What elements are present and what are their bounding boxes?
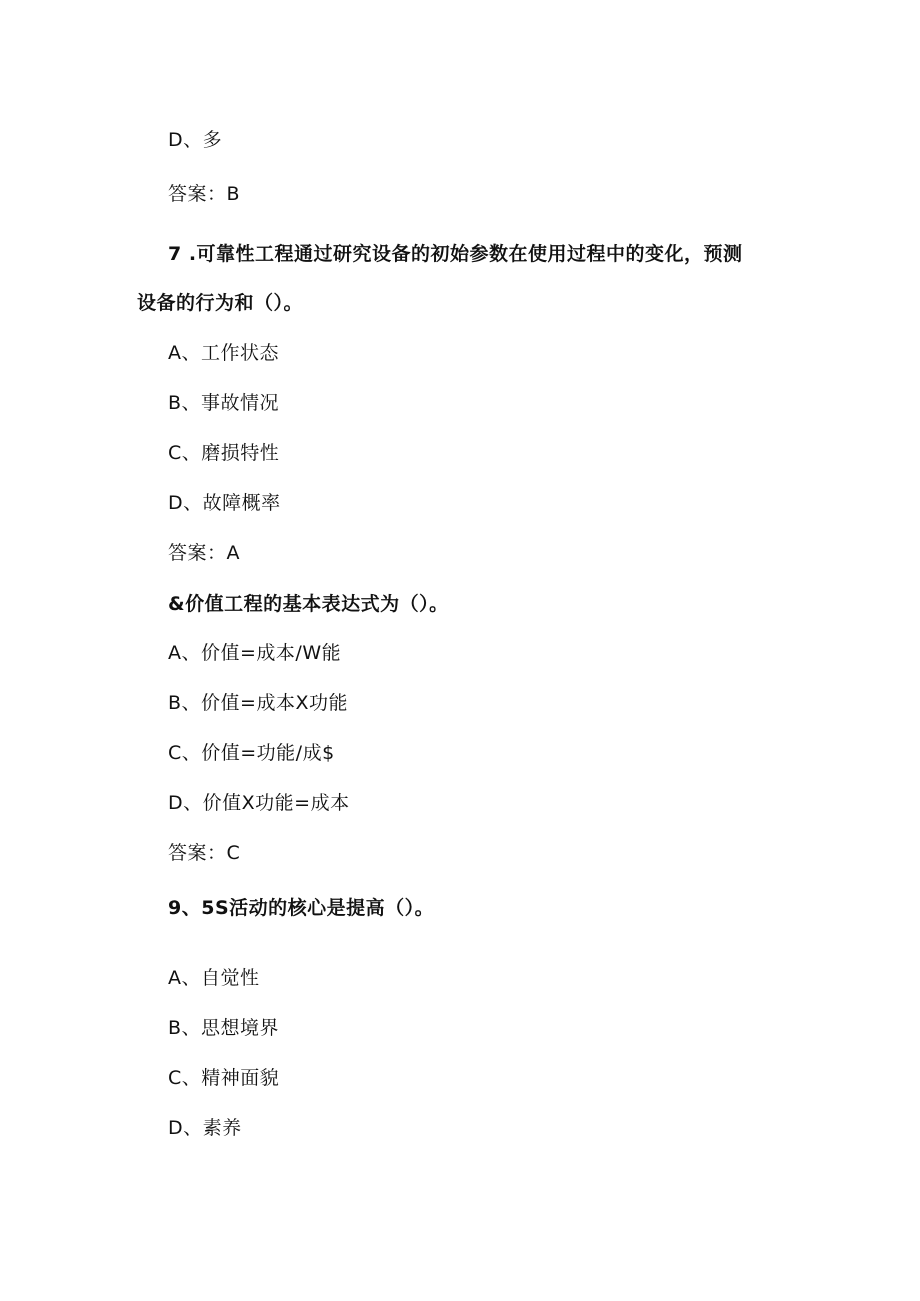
q9-option-d: D、素养: [168, 1117, 242, 1139]
q8-option-d: D、价值X功能=成本: [168, 792, 350, 814]
q7-question-line1: 7 .可靠性工程通过研究设备的初始参数在使用过程中的变化，预测: [168, 243, 743, 265]
q7-option-c: C、磨损特性: [168, 442, 280, 464]
q7-option-d: D、故障概率: [168, 492, 281, 514]
q9-option-c: C、精神面貌: [168, 1067, 280, 1089]
q7-option-a: A、工作状态: [168, 342, 279, 364]
q9-option-b: B、思想境界: [168, 1017, 280, 1039]
q8-answer: 答案：C: [168, 842, 241, 864]
q6-option-d: D、多: [168, 129, 223, 151]
q6-answer: 答案：B: [168, 183, 241, 205]
q7-option-b: B、事故情况: [168, 392, 280, 414]
q8-question: &价值工程的基本表达式为（）。: [168, 593, 449, 615]
q9-question: 9、5S活动的核心是提高（）。: [168, 897, 435, 919]
q9-option-a: A、自觉性: [168, 967, 260, 989]
q7-question-line2: 设备的行为和（）。: [137, 292, 304, 314]
q8-option-c: C、价值=功能/成$: [168, 742, 335, 764]
q8-option-b: B、价值=成本X功能: [168, 692, 348, 714]
q8-option-a: A、价值=成本/W能: [168, 642, 342, 664]
q7-answer: 答案：A: [168, 542, 240, 564]
